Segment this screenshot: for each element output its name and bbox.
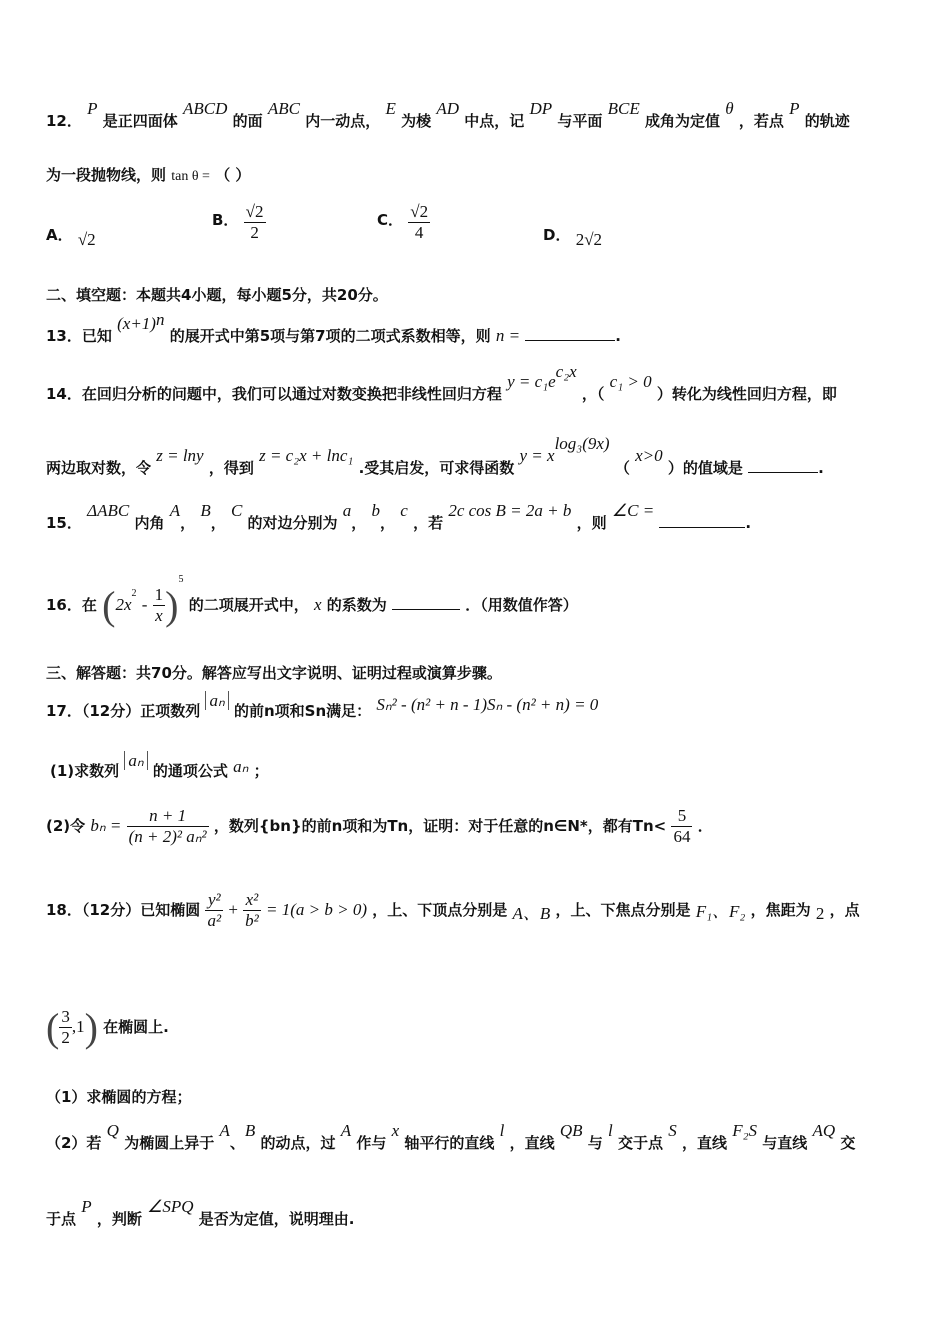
q18-head-text: 18．（12分）已知椭圆 xyxy=(46,901,201,919)
q15-b: b xyxy=(371,501,381,520)
section-2-heading: 二、填空题：本题共4小题，每小题5分，共20分。 xyxy=(46,286,388,304)
q18-t4: ，点 xyxy=(829,901,860,919)
q15-c4: ， xyxy=(380,514,396,532)
q15-eq: 2c cos B = 2a + b xyxy=(448,501,572,520)
q18-paren-left: ( xyxy=(46,1005,60,1050)
q13-n-eq: n = xyxy=(495,326,521,345)
q17-bn: bₙ = xyxy=(90,816,122,835)
q17-head xyxy=(46,691,599,721)
q18-AB: A、B xyxy=(512,904,551,923)
option-b-fraction xyxy=(244,202,266,243)
q16-paren-right: ) xyxy=(165,583,179,628)
q18-t2: ，上、下焦点分别是 xyxy=(555,901,691,919)
q14-yexp: log₃(9x) xyxy=(554,434,610,453)
q18-paren-right: ) xyxy=(84,1005,98,1050)
q18-point-line xyxy=(46,1004,169,1051)
q18-P: P xyxy=(81,1197,92,1216)
q18-f1-num: y² xyxy=(205,890,223,911)
q17-part1 xyxy=(50,751,269,781)
q18-QB: QB xyxy=(559,1121,583,1140)
q18-AQ: AQ xyxy=(812,1121,836,1140)
option-b-num: √2 xyxy=(245,202,264,221)
q16-t2: 的系数为 xyxy=(326,596,387,614)
option-c-fraction xyxy=(408,202,430,243)
q12-number: 12． xyxy=(46,112,82,130)
q12-option-d xyxy=(543,224,603,249)
q13-answer-blank[interactable] xyxy=(525,340,615,341)
q18-p3c: 是否为定值，说明理由. xyxy=(198,1210,355,1228)
q15-t4: ，则 xyxy=(576,514,607,532)
q18-eq: = 1(a > b > 0) xyxy=(266,900,367,919)
q16-frac-den: x xyxy=(155,606,163,625)
q13-end: . xyxy=(615,327,621,345)
q13-text: 的展开式中第5项与第7项的二项式系数相等，则 xyxy=(169,327,491,345)
q18-p3a: 于点 xyxy=(46,1210,77,1228)
q13 xyxy=(46,310,621,346)
q18-p2i: 交于点 xyxy=(617,1134,663,1152)
q14-formula1-exp: c₂x xyxy=(555,362,577,381)
q12-line1 xyxy=(46,99,850,131)
q17-an: aₙ xyxy=(205,691,228,710)
q15-number: 15． xyxy=(46,514,82,532)
q18-t3: ，焦距为 xyxy=(750,901,811,919)
q16-answer-blank[interactable] xyxy=(392,609,460,610)
q14-line2a: 两边取对数，令 xyxy=(46,459,152,477)
q18-angle: ∠SPQ xyxy=(147,1197,194,1216)
q18-p2k: 与直线 xyxy=(762,1134,808,1152)
q13-expr: (x+1) xyxy=(117,314,156,333)
q12-t11: 与平面 xyxy=(557,112,603,130)
q16-minus: - xyxy=(141,595,148,614)
q15-C: C xyxy=(230,501,243,520)
q17-p2b: ，数列{bn}的前n项和为Tn，证明：对于任意的n∈N*，都有Tn< xyxy=(213,817,667,835)
q12-t1: 是正四面体 xyxy=(102,112,178,130)
q18-point-fraction xyxy=(59,1007,72,1048)
q17-p2c: ． xyxy=(697,817,713,835)
q18-plus: + xyxy=(228,900,238,919)
q12-m8: AD xyxy=(436,99,459,118)
q12-option-a xyxy=(46,224,96,249)
q17-eq: Sₙ² - (n² + n - 1)Sₙ - (n² + n) = 0 xyxy=(376,695,599,714)
q15-c3: ， xyxy=(351,514,367,532)
q15-t1: 内角 xyxy=(134,514,165,532)
q16-frac-num: 1 xyxy=(154,585,164,604)
q13-number: 13．已知 xyxy=(46,327,112,345)
q12-t9: 中点，记 xyxy=(464,112,525,130)
q18-p2b: 为椭圆上异于 xyxy=(124,1134,215,1152)
option-d-label: D． xyxy=(543,226,571,244)
q12-m0: P xyxy=(87,99,98,118)
q18-l2: l xyxy=(608,1121,613,1140)
q14-line1b: ，（ xyxy=(581,385,605,403)
q16-t3: ．（用数值作答） xyxy=(465,596,578,614)
q12-m4: ABC xyxy=(267,99,300,118)
q14-line2 xyxy=(46,434,824,478)
q17-bn-fraction xyxy=(127,806,209,847)
q17-bound-fraction xyxy=(671,806,692,847)
q18-part2-line1 xyxy=(46,1121,856,1153)
q18-p2g: ，直线 xyxy=(509,1134,555,1152)
section-3-heading: 三、解答题：共70分。解答应写出文字说明、证明过程或演算步骤。 xyxy=(46,664,502,682)
q12-t13: 成角为定值 xyxy=(644,112,720,130)
q17-bn-num: n + 1 xyxy=(127,806,209,827)
q18-pt-num: 3 xyxy=(61,1007,70,1026)
q18-p2e: 作与 xyxy=(356,1134,387,1152)
q18-A: A xyxy=(219,1121,230,1140)
q12-m2: ABCD xyxy=(182,99,228,118)
q14-yfunc: y = x xyxy=(519,446,555,465)
q14-line2d: （ xyxy=(614,459,630,477)
q15-A: A xyxy=(169,501,181,520)
q18-p2c: 、 xyxy=(229,1134,245,1152)
q15-c1: ， xyxy=(180,514,196,532)
q16-inner-a: 2x xyxy=(115,595,132,614)
option-c-num: √2 xyxy=(410,202,429,221)
q14-formula1: y = c₁e xyxy=(507,372,556,391)
q18-Q: Q xyxy=(106,1121,119,1140)
q18-A2: A xyxy=(340,1121,352,1140)
q18-head xyxy=(46,890,860,931)
option-c-label: C． xyxy=(377,211,404,229)
q17-bn-den: (n + 2)² aₙ² xyxy=(128,827,207,846)
q18-pt-rest: ,1 xyxy=(71,1017,85,1036)
q12-m10: DP xyxy=(529,99,553,118)
q18-p2d: 的动点，过 xyxy=(260,1134,336,1152)
q18-pt-den: 2 xyxy=(61,1028,70,1047)
q12-tan: tan θ = xyxy=(171,169,210,184)
q18-l: l xyxy=(499,1121,505,1140)
option-a-value: √2 xyxy=(77,230,96,249)
q17-part2 xyxy=(46,806,713,847)
option-d-value: 2√2 xyxy=(575,230,603,249)
q15-tri: ΔABC xyxy=(87,501,130,520)
q16-x: x xyxy=(313,595,322,614)
q12-line2 xyxy=(46,164,250,185)
q18-p2a: （2）若 xyxy=(46,1134,102,1152)
q13-exp: n xyxy=(155,310,165,329)
q17-p1b: 的通项公式 xyxy=(152,762,228,780)
option-b-label: B． xyxy=(212,211,239,229)
q17-p1c: aₙ xyxy=(233,757,249,776)
q14-cond: c₁ > 0 xyxy=(609,372,652,391)
q17-head-text: 17．（12分）正项数列 xyxy=(46,702,201,720)
q14-line2c: .受其启发，可求得函数 xyxy=(358,459,515,477)
q12-t15: ，若点 xyxy=(738,112,784,130)
q15-c2: ， xyxy=(210,514,226,532)
q14-z2: z = c₂x + lnc₁ xyxy=(259,446,354,465)
q15-angle: ∠C = xyxy=(611,501,655,520)
q14-cond2: x>0 xyxy=(635,446,663,465)
q12-t5: 内一动点， xyxy=(305,112,381,130)
q12-m12: BCE xyxy=(607,99,640,118)
q18-S: S xyxy=(668,1121,677,1140)
q18-f2-den: b² xyxy=(245,911,259,930)
q17-frac-num: 5 xyxy=(671,806,692,827)
q12-m16: P xyxy=(789,99,800,118)
q18-part2-line2 xyxy=(46,1197,355,1229)
q14-end: . xyxy=(818,459,824,477)
q12-t7: 为棱 xyxy=(401,112,432,130)
q12-t17: 的轨迹 xyxy=(804,112,850,130)
q18-frac-x xyxy=(243,890,261,931)
q14-line2e: ）的值域是 xyxy=(667,459,743,477)
q12-line2a: 为一段抛物线，则 xyxy=(46,166,167,184)
q15-a: a xyxy=(342,501,352,520)
q12-paren: （ ） xyxy=(215,166,251,184)
q15-t2: 的对边分别为 xyxy=(247,514,338,532)
q18-t1: ，上、下顶点分别是 xyxy=(372,901,508,919)
q14-line2b: ，得到 xyxy=(208,459,254,477)
q15-c: c xyxy=(400,501,408,520)
q14-line1c: ）转化为线性回归方程，即 xyxy=(656,385,837,403)
q18-frac-y xyxy=(205,890,223,931)
q18-f1-den: a² xyxy=(207,911,222,930)
q18-xax: x xyxy=(391,1121,400,1140)
q18-part1: （1）求椭圆的方程； xyxy=(46,1088,192,1106)
q18-f2-num: x² xyxy=(243,890,261,911)
q18-F: F₁、F₂ xyxy=(695,902,746,921)
q14-answer-blank[interactable] xyxy=(748,472,818,473)
q14-z1: z = lny xyxy=(156,446,204,465)
q18-B: B xyxy=(244,1121,256,1140)
option-c-den: 4 xyxy=(414,223,424,242)
q18-two: 2 xyxy=(815,904,825,923)
q12-option-b xyxy=(212,202,266,243)
q14-line1 xyxy=(46,362,837,404)
q15 xyxy=(46,501,752,533)
q16-number: 16．在 xyxy=(46,596,97,614)
q18-p3b: ，判断 xyxy=(96,1210,142,1228)
q16-inner-exp: 2 xyxy=(131,588,137,599)
q18-p2h: 与 xyxy=(587,1134,603,1152)
option-a-label: A． xyxy=(46,226,73,244)
q17-p1d: ； xyxy=(253,762,269,780)
q18-p2j: ，直线 xyxy=(681,1134,727,1152)
q14-line1a: 14．在回归分析的问题中，我们可以通过对数变换把非线性回归方程 xyxy=(46,385,502,403)
q15-B: B xyxy=(200,501,211,520)
q17-p1a: (1)求数列 xyxy=(50,762,120,780)
q17-frac-den: 64 xyxy=(673,827,691,846)
q12-m14: θ xyxy=(725,99,734,118)
q15-end: . xyxy=(745,514,752,532)
q16-outer-exp: 5 xyxy=(178,574,184,585)
q15-t3: ，若 xyxy=(413,514,444,532)
q16-fraction xyxy=(153,585,166,626)
q17-p2a: (2)令 xyxy=(46,817,86,835)
q18-F2S: F₂S xyxy=(732,1121,757,1140)
q18-p2f: 轴平行的直线 xyxy=(404,1134,495,1152)
q15-answer-blank[interactable] xyxy=(659,527,745,528)
q16-paren-left: ( xyxy=(102,583,116,628)
q16 xyxy=(46,574,578,629)
q12-m6: E xyxy=(385,99,396,118)
q18-t5: 在椭圆上. xyxy=(103,1018,169,1036)
q16-t1: 的二项展开式中， xyxy=(188,596,309,614)
q12-option-c xyxy=(377,202,430,243)
q18-p2l: 交 xyxy=(840,1134,856,1152)
option-b-den: 2 xyxy=(250,223,259,242)
q12-t3: 的面 xyxy=(232,112,263,130)
q17-p1an: aₙ xyxy=(124,751,147,770)
q17-t1: 的前n项和Sn满足： xyxy=(234,702,372,720)
